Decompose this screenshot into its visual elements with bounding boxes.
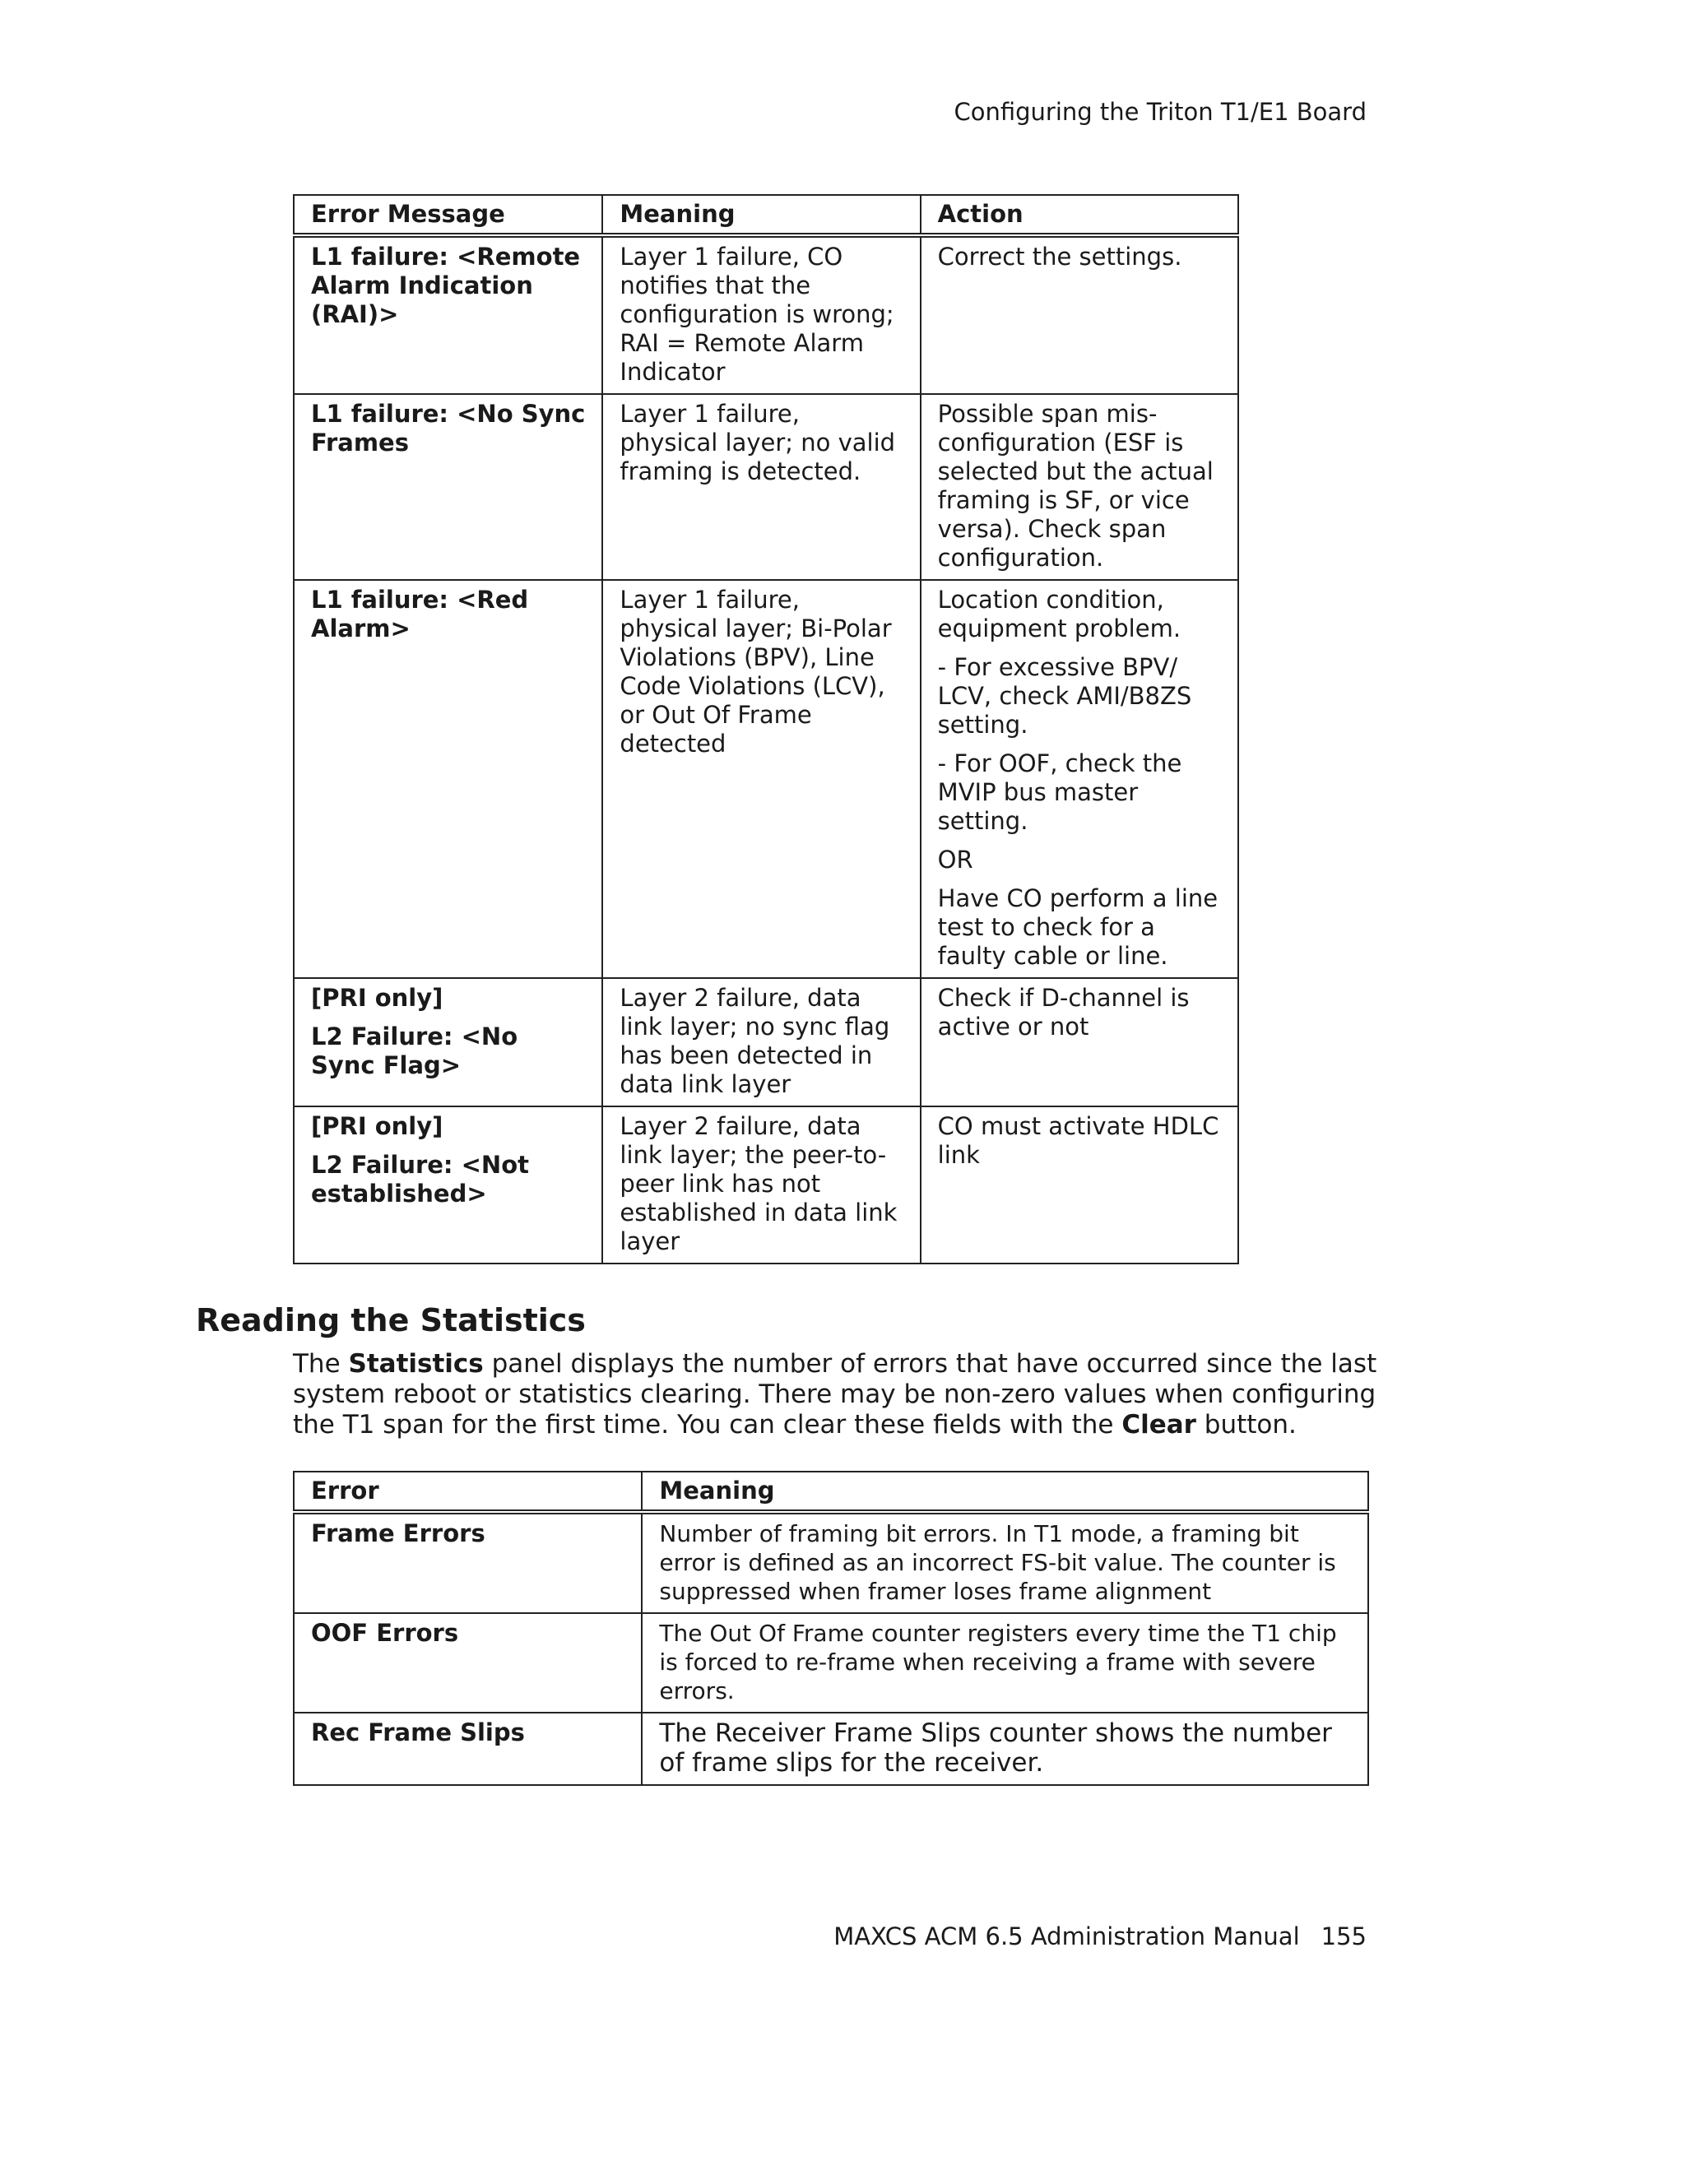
meaning-cell [602, 235, 920, 394]
action-text: Correct the settings. [937, 243, 1182, 271]
action-text: Check if D-channel is active or not [937, 984, 1190, 1041]
table-row [294, 1613, 1368, 1713]
meaning-cell [602, 1106, 920, 1264]
action-cell [921, 394, 1238, 580]
meaning-cell: Number of framing bit errors. In T1 mode, a framing bit error is defined as an incorrect FS-bit value. The counter is suppressed when framer loses frame alignment [642, 1512, 1368, 1613]
action-text: Location condition, equipment problem. [937, 586, 1181, 642]
table-row [294, 1106, 1238, 1264]
meaning-cell [602, 978, 920, 1106]
error-name-cell: Rec Frame Slips [294, 1713, 642, 1785]
meaning-cell: The Receiver Frame Slips counter shows the number of frame slips for the receiver. [642, 1713, 1368, 1785]
meaning-text: Layer 2 failure, data link layer; the peer-to-peer link has not established in data link layer [620, 1112, 898, 1255]
error-message-text: L2 Failure: <No Sync Flag> [311, 1022, 518, 1079]
meaning-text: Layer 1 failure, physical layer; no valid framing is detected. [620, 400, 896, 485]
error-message-text: L2 Failure: <Not established> [311, 1151, 529, 1208]
table-row [294, 978, 1238, 1106]
table-row [294, 1713, 1368, 1785]
meaning-text: Layer 2 failure, data link layer; no sync flag has been detected in data link layer [620, 984, 890, 1098]
paragraph-text: button. [1195, 1410, 1297, 1440]
section-paragraph [293, 1349, 1379, 1440]
table-row [294, 235, 1238, 394]
table-header-row [294, 195, 1238, 235]
paragraph-bold-text: Clear [1121, 1410, 1196, 1440]
error-message-cell [294, 978, 602, 1106]
paragraph-text: panel displays the number of errors that have occurred since the last system reboot or statistics clearing. There may be non-zero values when configuring the T1 span for the first time. You can clear these fields with the [293, 1349, 1377, 1440]
action-text: - For OOF, check the MVIP bus master setting. [937, 749, 1182, 835]
error-name-cell: OOF Errors [294, 1613, 642, 1713]
error-message-cell [294, 580, 602, 978]
action-cell [921, 235, 1238, 394]
action-text: Have CO perform a line test to check for a faulty cable or line. [937, 884, 1218, 970]
column-header-action: Action [921, 195, 1238, 235]
table-row [294, 580, 1238, 978]
action-text: - For excessive BPV/ LCV, check AMI/B8ZS setting. [937, 653, 1192, 739]
meaning-cell [602, 580, 920, 978]
column-header-meaning: Meaning [642, 1472, 1368, 1512]
error-message-text: L1 failure: <No Sync Frames [311, 400, 586, 457]
error-name-cell: Frame Errors [294, 1512, 642, 1613]
running-header: Configuring the Triton T1/E1 Board [954, 98, 1367, 126]
statistics-table [293, 1471, 1369, 1786]
table-row [294, 394, 1238, 580]
page-footer [833, 1922, 1367, 1951]
error-message-cell [294, 235, 602, 394]
table-row [294, 1512, 1368, 1613]
action-cell [921, 978, 1238, 1106]
meaning-text: Layer 1 failure, physical layer; Bi-Polar Violations (BPV), Line Code Violations (LCV), or Out Of Frame detected [620, 586, 892, 758]
action-text: Possible span mis-configuration (ESF is selected but the actual framing is SF, or vice versa). Check span configuration. [937, 400, 1214, 572]
meaning-text: Layer 1 failure, CO notifies that the configuration is wrong; RAI = Remote Alarm Indicator [620, 243, 894, 386]
action-cell [921, 1106, 1238, 1264]
paragraph-text: The [293, 1349, 349, 1379]
page-number: 155 [1321, 1922, 1367, 1950]
action-text: OR [937, 846, 973, 874]
table-header-row [294, 1472, 1368, 1512]
meaning-cell [602, 394, 920, 580]
column-header-error-message: Error Message [294, 195, 602, 235]
action-cell [921, 580, 1238, 978]
meaning-cell: The Out Of Frame counter registers every time the T1 chip is forced to re-frame when receiving a frame with severe errors. [642, 1613, 1368, 1713]
error-message-text: [PRI only] [311, 984, 443, 1012]
column-header-meaning: Meaning [602, 195, 920, 235]
manual-title: MAXCS ACM 6.5 Administration Manual [833, 1922, 1300, 1950]
error-message-text: [PRI only] [311, 1112, 443, 1140]
error-message-cell [294, 394, 602, 580]
section-title: Reading the Statistics [196, 1302, 586, 1338]
error-message-cell [294, 1106, 602, 1264]
error-message-text: L1 failure: <Red Alarm> [311, 586, 529, 642]
paragraph-bold-text: Statistics [348, 1349, 484, 1379]
error-message-text: L1 failure: <Remote Alarm Indication (RAI)> [311, 243, 581, 328]
action-text: CO must activate HDLC link [937, 1112, 1219, 1169]
column-header-error: Error [294, 1472, 642, 1512]
error-messages-table [293, 194, 1239, 1264]
